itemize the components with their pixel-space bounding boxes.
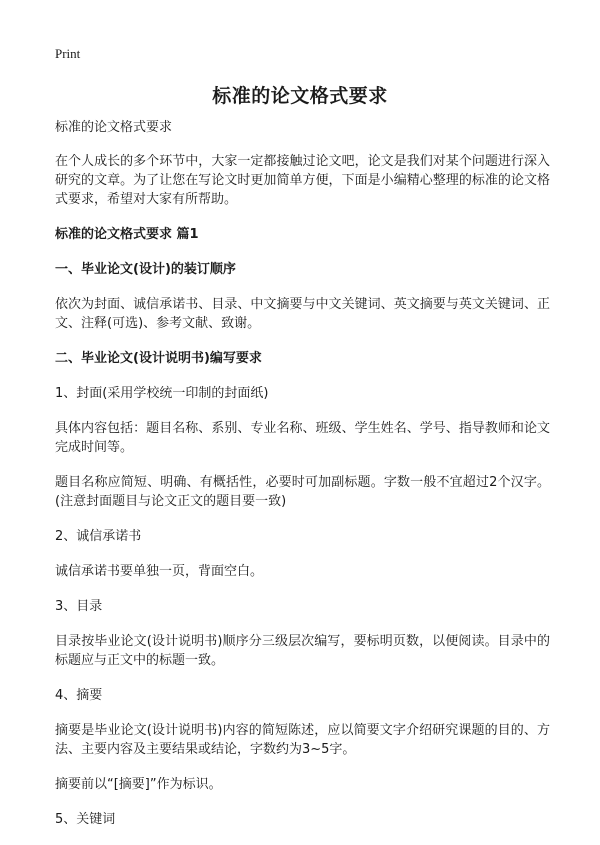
subheading-table-of-contents: 3、目录 — [55, 599, 103, 614]
section-heading-part1: 标准的论文格式要求 篇1 — [55, 227, 199, 242]
intro-heading: 标准的论文格式要求 — [55, 120, 173, 135]
abstract-label-paragraph: 摘要前以“[摘要]”作为标识。 — [55, 777, 222, 792]
table-of-contents-paragraph: 目录按毕业论文(设计说明书)顺序分三级层次编写，要标明页数，以便阅读。目录中的标题应与正文中的标题一致。 — [55, 634, 550, 668]
intro-paragraph: 在个人成长的多个环节中，大家一定都接触过论文吧，论文是我们对某个问题进行深入研究的文章。为了让您在写论文时更加简单方便，下面是小编精心整理的标准的论文格式要求，希望对大家有所帮助。 — [55, 154, 550, 207]
subheading-cover: 1、封面(采用学校统一印制的封面纸) — [55, 386, 269, 401]
document-title: 标准的论文格式要求 — [212, 85, 388, 107]
subheading-keywords: 5、关键词 — [55, 812, 116, 827]
print-link[interactable]: Print — [55, 46, 81, 61]
binding-order-paragraph: 依次为封面、诚信承诺书、目录、中文摘要与中文关键词、英文摘要与英文关键词、正文、注释(可选)、参考文献、致谢。 — [55, 297, 550, 331]
abstract-paragraph: 摘要是毕业论文(设计说明书)内容的简短陈述，应以简要文字介绍研究课题的目的、方法、主要内容及主要结果或结论，字数约为3~5字。 — [55, 723, 550, 757]
cover-title-paragraph: 题目名称应简短、明确、有概括性，必要时可加副标题。字数一般不宜超过2个汉字。(注意封面题目与论文正文的题目要一致) — [55, 475, 550, 509]
integrity-pledge-paragraph: 诚信承诺书要单独一页，背面空白。 — [55, 564, 264, 579]
section-heading-binding-order: 一、毕业论文(设计)的装订顺序 — [55, 262, 236, 277]
subheading-abstract: 4、摘要 — [55, 688, 103, 703]
subheading-integrity-pledge: 2、诚信承诺书 — [55, 529, 142, 544]
section-heading-writing-requirements: 二、毕业论文(设计说明书)编写要求 — [55, 351, 262, 366]
cover-content-paragraph: 具体内容包括：题目名称、系别、专业名称、班级、学生姓名、学号、指导教师和论文完成时间等。 — [55, 421, 550, 455]
document-body — [55, 118, 550, 845]
